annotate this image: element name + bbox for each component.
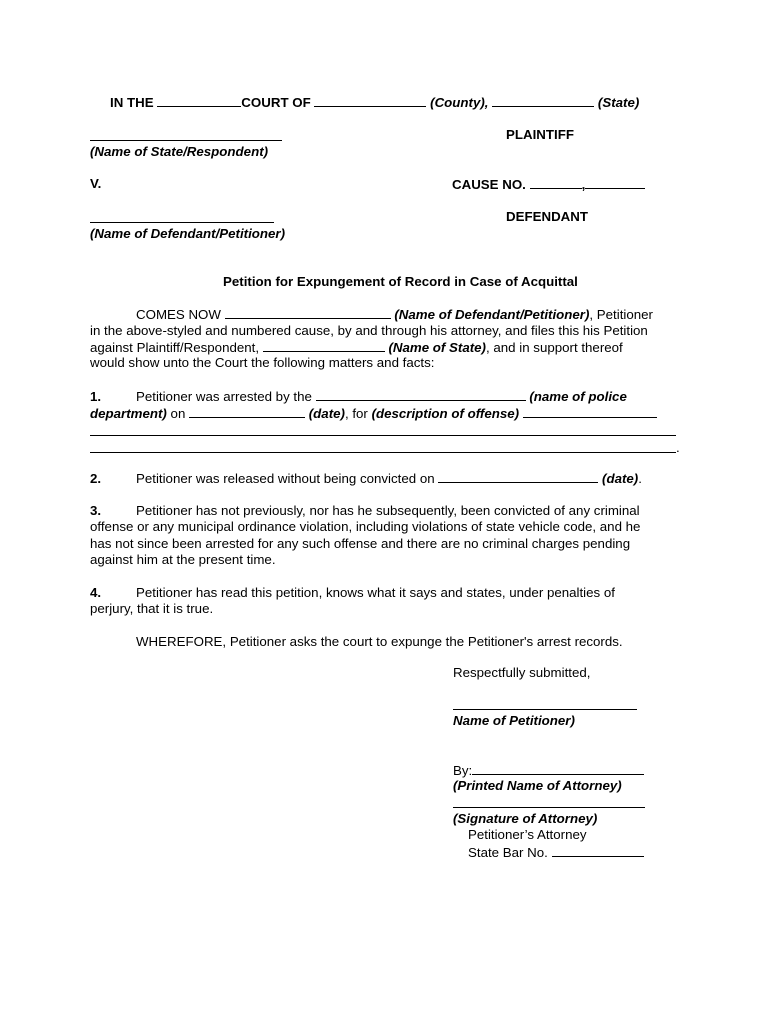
item-3-number: 3. xyxy=(90,503,102,518)
cause-no-line xyxy=(452,176,645,194)
by-label: By: xyxy=(453,763,473,778)
intro-line-2: in the above-styled and numbered cause, by and through his attorney, and files this his Petition xyxy=(90,323,648,338)
intro-line-1 xyxy=(136,306,653,324)
caption-court-of: COURT OF xyxy=(241,95,311,110)
signature-attorney-label: (Signature of Attorney) xyxy=(453,811,598,826)
offense-blank[interactable] xyxy=(523,405,657,418)
printed-name-attorney-label: (Printed Name of Attorney) xyxy=(453,778,622,793)
comes-now-text: COMES NOW xyxy=(136,307,221,322)
defendant-name-blank[interactable] xyxy=(225,306,391,319)
name-of-petitioner-label: Name of Petitioner) xyxy=(453,713,575,728)
item-2-number: 2. xyxy=(90,471,102,486)
respectfully-submitted: Respectfully submitted, xyxy=(453,665,591,680)
caption-state: (State) xyxy=(597,95,640,110)
county-blank[interactable] xyxy=(492,94,594,107)
item-4-line-1 xyxy=(90,585,615,602)
state-bar-no-blank[interactable] xyxy=(552,844,644,857)
description-of-offense-label: (description of offense) xyxy=(371,406,520,421)
item-1-line-1 xyxy=(90,388,627,406)
wherefore-text: WHEREFORE, Petitioner asks the court to expunge the Petitioner's arrest records. xyxy=(136,634,623,649)
defendant-petitioner-blank[interactable] xyxy=(90,222,274,223)
item-1-line-2 xyxy=(90,405,657,423)
name-def-pet-label: (Name of Defendant/Petitioner) xyxy=(394,307,590,322)
item-4-line-2: perjury, that it is true. xyxy=(90,601,214,616)
cause-no-blank-1[interactable] xyxy=(530,176,582,189)
by-line xyxy=(453,762,644,780)
item-1-number: 1. xyxy=(90,389,102,404)
name-of-police-label: (name of police xyxy=(529,389,627,404)
department-label: department) xyxy=(90,406,167,421)
for-text: , for xyxy=(344,406,368,421)
state-bar-no-label: State Bar No. xyxy=(468,845,548,860)
against-text: against Plaintiff/Respondent, xyxy=(90,340,260,355)
attorney-name-blank[interactable] xyxy=(472,762,644,775)
caption-court-line xyxy=(110,94,639,112)
in-support-text: , and in support thereof xyxy=(485,340,623,355)
intro-line-3 xyxy=(90,339,623,357)
item-3-text-1: Petitioner has not previously, nor has he subsequently, been convicted of any criminal xyxy=(136,503,640,518)
item-3-line-4: against him at the present time. xyxy=(90,552,276,567)
cause-no-blank-2[interactable] xyxy=(585,176,645,189)
caption-in-the: IN THE xyxy=(110,95,154,110)
cause-no-label: CAUSE NO. xyxy=(452,177,526,192)
police-department-blank[interactable] xyxy=(316,388,526,401)
name-of-defendant-petitioner-label: (Name of Defendant/Petitioner) xyxy=(90,226,286,241)
date-label: (date) xyxy=(308,406,345,421)
name-of-state-respondent-label: (Name of State/Respondent) xyxy=(90,144,269,159)
attorney-signature-blank[interactable] xyxy=(453,807,645,808)
name-of-state-label: (Name of State) xyxy=(388,340,486,355)
court-name-blank[interactable] xyxy=(157,94,241,107)
petitioner-word: , Petitioner xyxy=(589,307,653,322)
item-4-number: 4. xyxy=(90,585,102,600)
intro-line-4: would show unto the Court the following matters and facts: xyxy=(90,355,435,370)
document-title: Petition for Expungement of Record in Case of Acquittal xyxy=(223,274,578,289)
defendant-label: DEFENDANT xyxy=(506,209,588,224)
item-2-period: . xyxy=(638,471,642,486)
court-type-blank[interactable] xyxy=(314,94,426,107)
cause-no-comma: , xyxy=(581,177,586,192)
on-text: on xyxy=(170,406,186,421)
item-3-line-2: offense or any municipal ordinance violation, including violations of state vehicle code, and he xyxy=(90,519,641,534)
state-name-blank[interactable] xyxy=(263,339,385,352)
item-1-text: Petitioner was arrested by the xyxy=(136,389,312,404)
arrest-date-blank[interactable] xyxy=(189,405,305,418)
item-3-line-3: has not since been arrested for any such offense and there are no criminal charges pending xyxy=(90,536,631,551)
plaintiff-label: PLAINTIFF xyxy=(506,127,574,142)
item-1-period: . xyxy=(676,440,680,455)
item-4-text-1: Petitioner has read this petition, knows what it says and states, under penalties of xyxy=(136,585,615,600)
item-3-line-1 xyxy=(90,503,640,520)
item-2-date-label: (date) xyxy=(602,471,639,486)
versus-label: V. xyxy=(90,176,102,191)
petitioner-signature-blank[interactable] xyxy=(453,709,637,710)
offense-blank-line-2[interactable] xyxy=(90,435,676,436)
item-2-line xyxy=(90,470,642,488)
offense-blank-line-3[interactable] xyxy=(90,452,676,453)
state-respondent-blank[interactable] xyxy=(90,140,282,141)
caption-county: (County), xyxy=(430,95,489,110)
item-2-text: Petitioner was released without being convicted on xyxy=(136,471,435,486)
release-date-blank[interactable] xyxy=(438,470,598,483)
petitioners-attorney-label: Petitioner’s Attorney xyxy=(468,827,587,842)
state-bar-line xyxy=(468,844,644,862)
